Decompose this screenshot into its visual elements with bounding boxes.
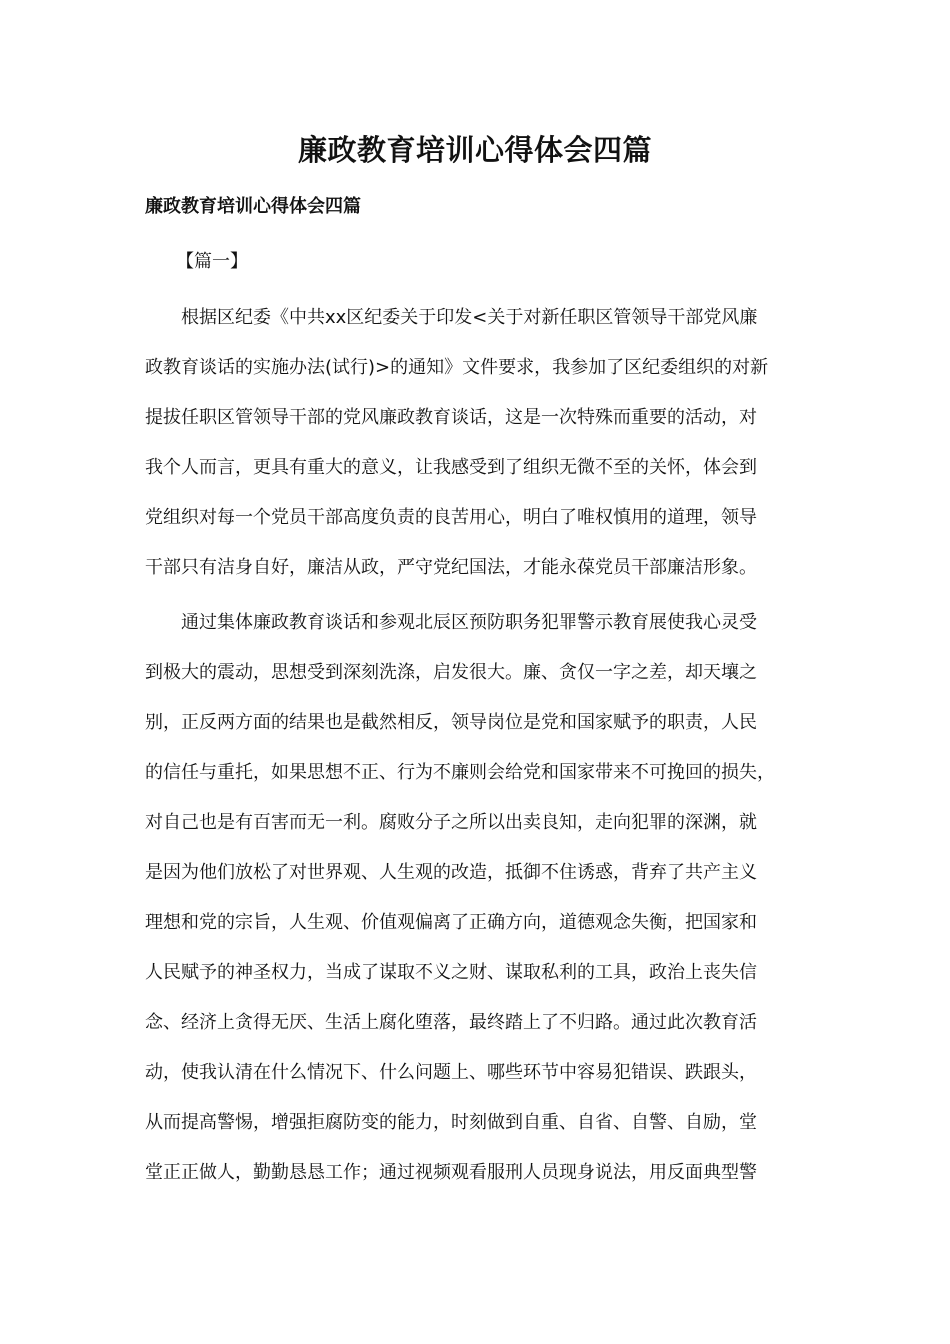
paragraph-line: 念、经济上贪得无厌、生活上腐化堕落，最终踏上了不归路。通过此次教育活 [145, 1012, 757, 1033]
paragraph-line: 人民赋予的神圣权力，当成了谋取不义之财、谋取私利的工具，政治上丧失信 [145, 962, 757, 983]
paragraph-line: 对自己也是有百害而无一利。腐败分子之所以出卖良知，走向犯罪的深渊，就 [145, 812, 757, 833]
paragraph-line: 到极大的震动，思想受到深刻洗涤，启发很大。廉、贪仅一字之差，却天壤之 [145, 662, 757, 683]
paragraph-line: 的信任与重托，如果思想不正、行为不廉则会给党和国家带来不可挽回的损失， [145, 762, 775, 783]
paragraph-line: 理想和党的宗旨，人生观、价值观偏离了正确方向，道德观念失衡，把国家和 [145, 912, 757, 933]
paragraph-line: 堂正正做人，勤勤恳恳工作；通过视频观看服刑人员现身说法，用反面典型警 [145, 1162, 757, 1183]
paragraph-line: 提拔任职区管领导干部的党风廉政教育谈话，这是一次特殊而重要的活动，对 [145, 407, 757, 428]
paragraph-line: 通过集体廉政教育谈话和参观北辰区预防职务犯罪警示教育展使我心灵受 [145, 612, 757, 633]
paragraph-line: 从而提高警惕，增强拒腐防变的能力，时刻做到自重、自省、自警、自励，堂 [145, 1112, 757, 1133]
paragraph-line: 别，正反两方面的结果也是截然相反，领导岗位是党和国家赋予的职责，人民 [145, 712, 757, 733]
paragraph-line: 根据区纪委《中共xx区纪委关于印发<关于对新任职区管领导干部党风廉 [145, 307, 758, 328]
document-title: 廉政教育培训心得体会四篇 [297, 133, 652, 167]
paragraph-line: 党组织对每一个党员干部高度负责的良苦用心，明白了唯权慎用的道理，领导 [145, 507, 757, 528]
paragraph-line: 政教育谈话的实施办法(试行)>的通知》文件要求，我参加了区纪委组织的对新 [145, 357, 769, 378]
paragraph-line: 动，使我认清在什么情况下、什么问题上、哪些环节中容易犯错误、跌跟头， [145, 1062, 757, 1083]
paragraph-line: 干部只有洁身自好，廉洁从政，严守党纪国法，才能永葆党员干部廉洁形象。 [145, 557, 757, 578]
document-subtitle: 廉政教育培训心得体会四篇 [145, 196, 361, 217]
paragraph-line: 我个人而言，更具有重大的意义，让我感受到了组织无微不至的关怀，体会到 [145, 457, 757, 478]
paragraph-line: 是因为他们放松了对世界观、人生观的改造，抵御不住诱惑，背弃了共产主义 [145, 862, 757, 883]
section-label: 【篇一】 [176, 251, 248, 272]
